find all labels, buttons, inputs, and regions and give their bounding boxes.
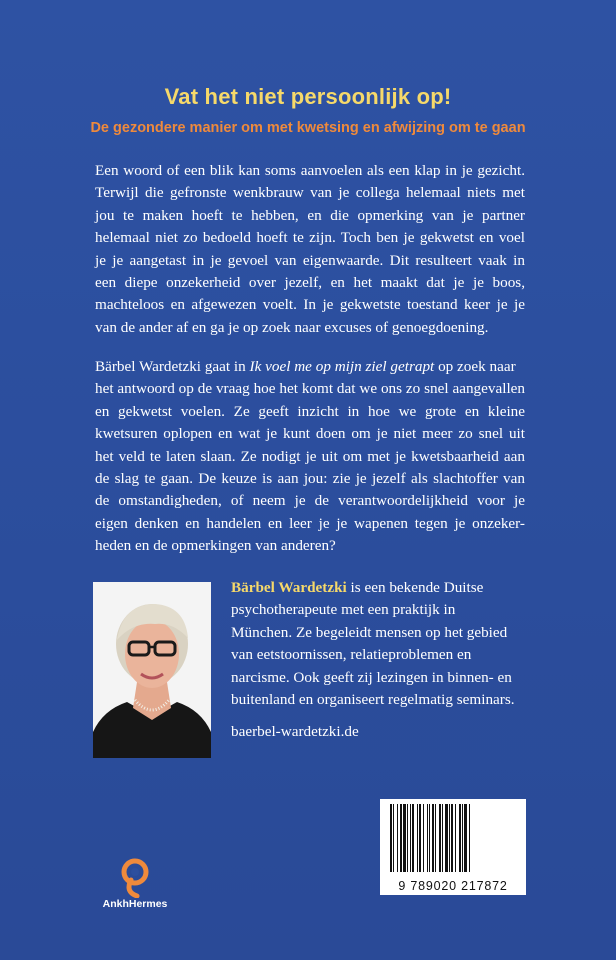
barcode-bar bbox=[432, 804, 434, 872]
text-line: je je aangetast in je gevoel van eigenwaarde. Dit resulteert vaak in bbox=[95, 251, 525, 269]
barcode-bar bbox=[445, 804, 448, 872]
barcode-bar bbox=[435, 804, 436, 872]
barcode-bar bbox=[439, 804, 441, 872]
text-line: de slag te gaan. De keuze is aan jou: zie je jezelf als slachtoffer van bbox=[95, 470, 525, 488]
author-name: Bärbel Wardetzki bbox=[231, 579, 347, 596]
text-line: Een woord of een blik kan soms aanvoelen als een klap in je gezicht. bbox=[95, 162, 525, 179]
intro-end-text: op zoek naar bbox=[434, 358, 516, 375]
text-line: Terwijl die gefronste wenkbrauw van je collega helemaal niets met bbox=[95, 184, 525, 202]
text-line: het antwoord op de vraag hoe het komt dat we ons zo snel aangevallen bbox=[95, 380, 525, 398]
text-line: machteloos en afgewezen voelt. In je gekwetste toestand keer je je bbox=[95, 296, 525, 314]
publisher-name: AnkhHermes bbox=[102, 898, 168, 910]
author-website: baerbel-wardetzki.de bbox=[231, 723, 359, 740]
blurb-paragraph-2 bbox=[95, 356, 525, 558]
bio-first-text: is een bekende Duitse bbox=[346, 579, 484, 596]
barcode-bar bbox=[442, 804, 443, 872]
isbn-barcode bbox=[380, 799, 526, 895]
barcode-bar bbox=[390, 804, 392, 872]
barcode-bar bbox=[419, 804, 421, 872]
text-line bbox=[95, 356, 525, 378]
barcode-bar bbox=[427, 804, 428, 872]
barcode-bar bbox=[397, 804, 398, 872]
text-line: en gekwetst voelen. Ze geeft inzicht in hoe we grote en kleine bbox=[95, 402, 525, 420]
barcode-bar bbox=[451, 804, 453, 872]
barcode-bar bbox=[412, 804, 414, 872]
barcode-bar bbox=[410, 804, 411, 872]
barcode-bar bbox=[423, 804, 424, 872]
barcode-bar bbox=[459, 804, 461, 872]
text-line: psychotherapeute met een praktijk in bbox=[231, 601, 456, 619]
text-line: van de ander af en ga je op zoek naar excuses of genoegdoening. bbox=[95, 318, 489, 336]
text-line: narcisme. Ook geeft zij lezingen in binnen- en bbox=[231, 668, 512, 686]
barcode-bar bbox=[449, 804, 450, 872]
barcode-bar bbox=[407, 804, 408, 872]
author-bio bbox=[231, 577, 531, 711]
barcode-bar bbox=[462, 804, 463, 872]
author-photo bbox=[93, 582, 211, 758]
book-subtitle: De gezondere manier om met kwetsing en afwijzing om te gaan bbox=[90, 120, 526, 136]
barcode-bar bbox=[429, 804, 430, 872]
text-line: van eetstoornissen, relatieproblemen en bbox=[231, 646, 472, 664]
text-line: kwetsuren oplopen en wat je kunt doen om je niet meer zo snel uit bbox=[95, 425, 525, 443]
intro-text: Bärbel Wardetzki gaat in bbox=[95, 358, 250, 375]
barcode-bars bbox=[380, 799, 526, 877]
isbn-number: 9 789020 217872 bbox=[398, 879, 508, 893]
blurb-paragraph-1 bbox=[95, 160, 525, 339]
text-line: jou te maken hoeft te hebben, en die opmerking van je partner bbox=[95, 206, 525, 224]
text-line: de omstandigheden, of neem je de verantwoordelijkheid voor je bbox=[95, 492, 525, 510]
text-line: eigen denken en handelen en leer je je wapenen tegen je onzeker- bbox=[95, 514, 525, 532]
text-line: München. Ze begeleidt mensen op het gebied bbox=[231, 623, 508, 641]
barcode-bar bbox=[400, 804, 402, 872]
barcode-bar bbox=[469, 804, 470, 872]
barcode-bar bbox=[455, 804, 456, 872]
barcode-bar bbox=[403, 804, 406, 872]
text-line: heden en de opmerkingen van anderen? bbox=[95, 537, 336, 555]
publisher-logo bbox=[95, 858, 175, 914]
book-title: Vat het niet persoonlijk op! bbox=[164, 84, 452, 109]
book-title-italic: Ik voel me op mijn ziel getrapt bbox=[249, 358, 435, 375]
barcode-bar bbox=[464, 804, 467, 872]
text-line: het veld te laten slaan. Ze nodigt je uit om met je kwetsbaarheid aan bbox=[95, 447, 525, 465]
text-line: een diepe onzekerheid over jezelf, en het maakt dat je je boos, bbox=[95, 274, 525, 292]
text-line bbox=[231, 577, 531, 599]
text-line: buitenland en organiseert regelmatig seminars. bbox=[231, 691, 515, 709]
ankh-logo-icon bbox=[95, 858, 175, 898]
text-line: helemaal niet zo bedoeld hoeft te zijn. Toch ben je gekwetst en voel bbox=[95, 229, 525, 247]
barcode-bar bbox=[417, 804, 418, 872]
barcode-bar bbox=[393, 804, 394, 872]
